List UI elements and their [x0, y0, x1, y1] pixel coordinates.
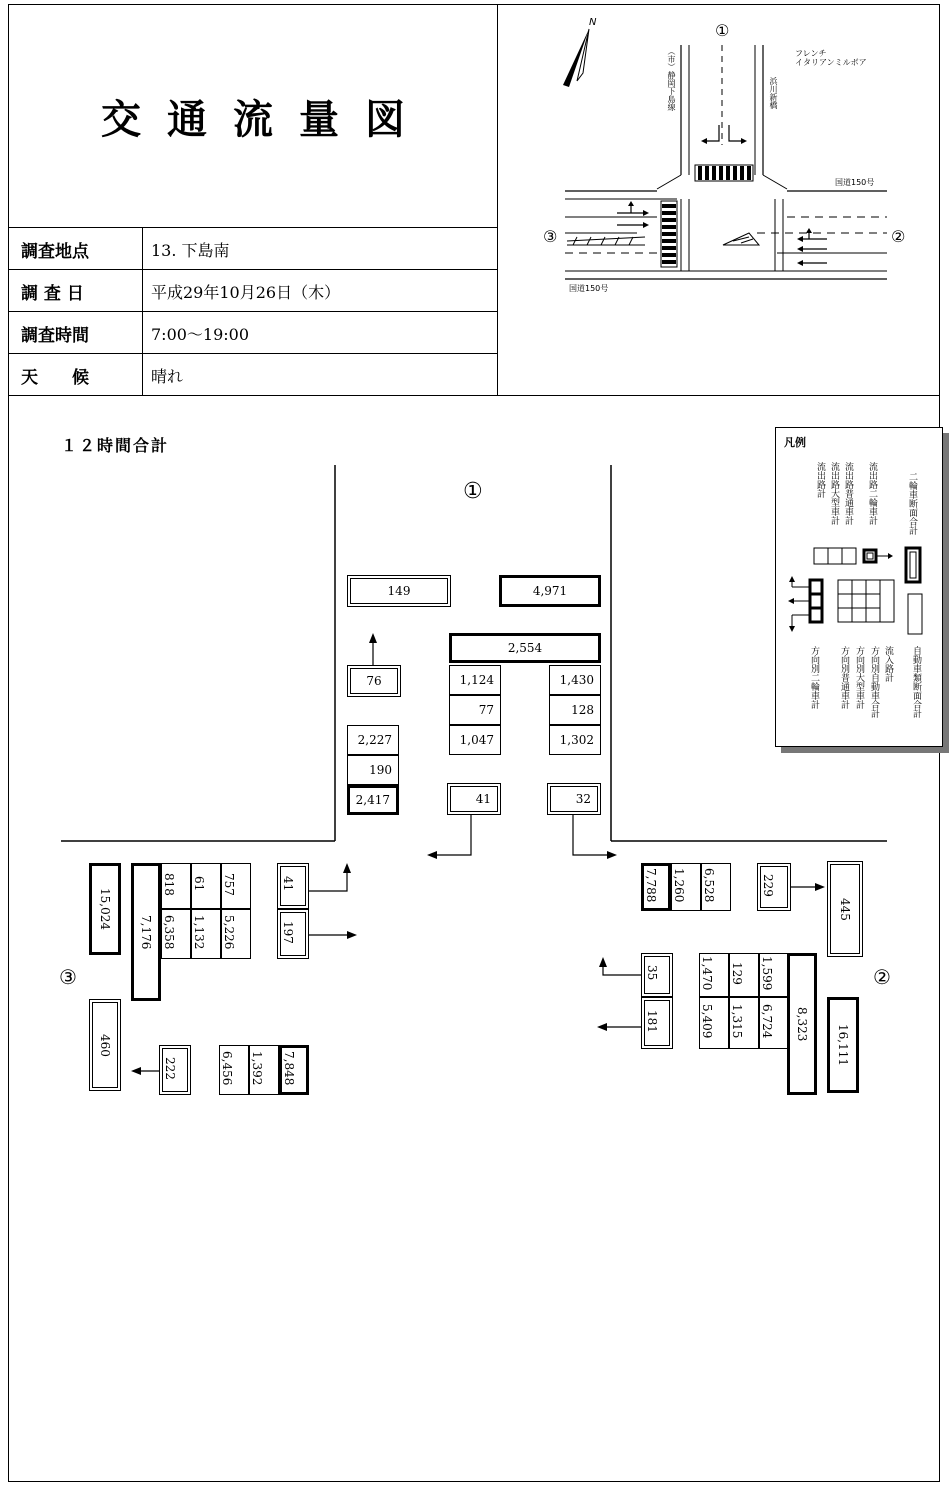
arm3-cross-section-total: 15,024	[89, 863, 121, 955]
arm1-outflow-sum: 2,417	[347, 785, 399, 815]
arm3-outflow-sum: 7,848	[279, 1045, 309, 1095]
arm3-outflow-normal: 6,456	[219, 1045, 249, 1095]
arm1-twowheel-right: 32	[547, 783, 601, 815]
legend-top-label: 流出路大型車計	[829, 462, 839, 525]
legend-bottom-label: 方向別自動車合計	[869, 646, 879, 718]
arm1-inflow-total: 2,554	[449, 633, 601, 663]
arm2-grid-bottom-3: 6,724	[759, 997, 789, 1049]
road-label-left: （市）静岡下島線	[667, 47, 676, 111]
arm1-right-normal: 1,430	[549, 665, 601, 695]
legend-top-label: 流出路計	[815, 462, 825, 498]
arm2-grid-bottom-1: 5,409	[699, 997, 729, 1049]
arm3-twowheel-out: 222	[159, 1045, 191, 1095]
info-value: 晴れ	[151, 366, 184, 386]
legend-bottom-label: 流入路計	[883, 646, 893, 682]
arm1-right-sum: 1,302	[549, 725, 601, 755]
arm1-left-sum: 1,047	[449, 725, 501, 755]
arm3-inflow-total: 7,176	[131, 863, 161, 1001]
north-label: N	[589, 17, 597, 28]
shop-label: フレンチ イタリアンミルボア	[795, 49, 867, 67]
arm3-grid-bottom-2: 1,132	[191, 909, 221, 959]
route-label-top: 国道150号	[835, 178, 875, 187]
arm2-outflow-sum: 7,788	[641, 863, 671, 911]
legend-bottom-label: 自動車類断面合計	[911, 646, 921, 718]
arm1-twowheel-cross: 149	[347, 575, 451, 607]
arm3-label: ③	[59, 965, 77, 989]
legend-top-label: 二輪車断面合計	[907, 472, 917, 535]
arm2-twowheel-out: 229	[757, 863, 791, 911]
map-arm3-label: ③	[543, 227, 558, 246]
legend	[775, 427, 943, 747]
arm1-outflow-large: 190	[347, 755, 399, 785]
arm3-twowheel-in-bottom: 197	[277, 909, 309, 959]
arm3-grid-top-1: 818	[161, 863, 191, 909]
page-frame	[8, 4, 940, 1482]
arm2-grid-top-3: 1,599	[759, 953, 789, 997]
map-arm1-label: ①	[715, 21, 730, 40]
arm1-twowheel-left: 41	[447, 783, 501, 815]
info-label: 調査時間	[9, 312, 143, 354]
arm1-left-normal: 1,124	[449, 665, 501, 695]
arm3-outflow-large: 1,392	[249, 1045, 279, 1095]
info-label: 天 候	[9, 354, 143, 396]
page-title: 交通流量図	[101, 96, 431, 143]
map-arm2-label: ②	[891, 227, 906, 246]
info-value: 平成29年10月26日（木）	[151, 282, 341, 302]
arm3-grid-bottom-1: 6,358	[161, 909, 191, 959]
arm2-twowheel-in-bottom: 181	[641, 997, 673, 1049]
info-label: 調 査 日	[9, 270, 143, 312]
arm3-grid-bottom-3: 5,226	[221, 909, 251, 959]
arm2-grid-top-1: 1,470	[699, 953, 729, 997]
arm2-outflow-large: 1,260	[671, 863, 701, 911]
section-title: １２時間合計	[61, 436, 170, 455]
arm1-label: ①	[463, 479, 483, 504]
info-label: 調査地点	[9, 228, 143, 270]
arm2-grid-top-2: 129	[729, 953, 759, 997]
info-value: 13. 下島南	[151, 240, 230, 260]
arm3-grid-top-3: 757	[221, 863, 251, 909]
arm2-cross-section-total: 16,111	[827, 997, 859, 1093]
arm1-right-twowheel: 76	[347, 665, 401, 697]
arm2-twowheel-cross: 445	[827, 861, 863, 957]
legend-top-label: 流出路普通車計	[843, 462, 853, 525]
arm2-inflow-total: 8,323	[787, 953, 817, 1095]
arm2-label: ②	[873, 965, 891, 989]
arm1-right-large: 128	[549, 695, 601, 725]
arm3-grid-top-2: 61	[191, 863, 221, 909]
legend-bottom-label: 方向別普通車計	[839, 646, 849, 709]
road-label-right: 浜川新橋	[769, 77, 778, 109]
legend-bottom-label: 方向別二輪車計	[809, 646, 819, 709]
legend-top-label: 流出路二輪車計	[867, 462, 877, 525]
info-value: 7:00～19:00	[151, 324, 250, 344]
arm3-twowheel-cross: 460	[89, 999, 121, 1091]
arm2-twowheel-in-top: 35	[641, 953, 673, 997]
route-label-bottom: 国道150号	[569, 284, 609, 293]
arm2-outflow-normal: 6,528	[701, 863, 731, 911]
legend-title: 凡例	[784, 436, 806, 449]
arm1-cross-section-total: 4,971	[499, 575, 601, 607]
arm3-twowheel-in-top: 41	[277, 863, 309, 909]
arm2-grid-bottom-2: 1,315	[729, 997, 759, 1049]
legend-bottom-label: 方向別大型車計	[854, 646, 864, 709]
arm1-left-large: 77	[449, 695, 501, 725]
arm1-outflow-total: 2,227	[347, 725, 399, 755]
